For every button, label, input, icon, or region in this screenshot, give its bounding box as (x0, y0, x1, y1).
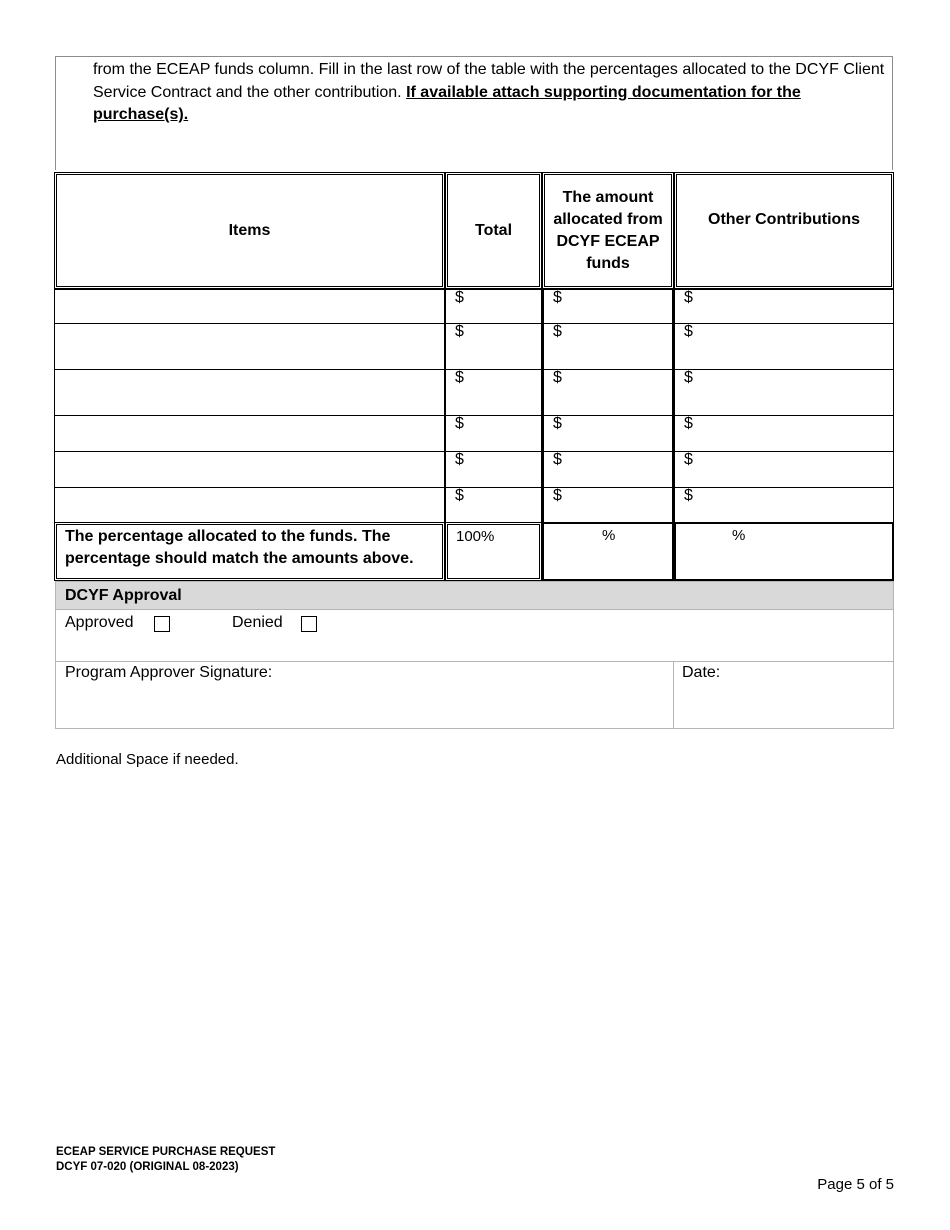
currency-symbol: $ (455, 369, 464, 386)
currency-symbol: $ (684, 487, 693, 504)
header-items (54, 172, 445, 289)
currency-symbol: $ (455, 415, 464, 432)
row-1-total-cell[interactable] (445, 289, 542, 324)
currency-symbol: $ (684, 369, 693, 386)
footer-form-code: DCYF 07-020 (ORIGINAL 08-2023) (56, 1161, 239, 1173)
footer-form-title: ECEAP SERVICE PURCHASE REQUEST (56, 1146, 276, 1158)
row-3-total-cell[interactable] (445, 369, 542, 416)
percent-total-value: 100% (456, 528, 495, 545)
percent-row-label: The percentage allocated to the funds. The percentage should match the amounts above. (65, 528, 414, 567)
header-ecEAP (542, 172, 674, 289)
footer-form-info (56, 1145, 275, 1175)
approval-heading: DCYF Approval (65, 587, 182, 604)
currency-symbol: $ (684, 323, 693, 340)
row-3-other-cell[interactable] (674, 369, 894, 416)
header-ecEAP-label: The amount allocated from DCYF ECEAP funds (553, 188, 663, 272)
denied-checkbox[interactable] (301, 616, 317, 632)
row-6-ecEAP-cell[interactable] (542, 487, 674, 523)
row-5-item-cell[interactable] (54, 451, 445, 488)
instructions-text (93, 59, 893, 127)
currency-symbol: $ (684, 415, 693, 432)
row-4-ecEAP-cell[interactable] (542, 415, 674, 452)
row-5-ecEAP-cell[interactable] (542, 451, 674, 488)
percent-row-label-cell (54, 522, 445, 581)
row-5-other-cell[interactable] (674, 451, 894, 488)
row-2-ecEAP-cell[interactable] (542, 323, 674, 370)
signature-label: Program Approver Signature: (65, 664, 273, 681)
row-5-total-cell[interactable] (445, 451, 542, 488)
header-total (445, 172, 542, 289)
row-1-other-cell[interactable] (674, 289, 894, 324)
row-3-item-cell[interactable] (54, 369, 445, 416)
currency-symbol: $ (553, 487, 562, 504)
page-number: Page 5 of 5 (817, 1176, 894, 1193)
approved-checkbox[interactable] (154, 616, 170, 632)
approval-heading-bar (55, 581, 894, 610)
percent-other-cell[interactable] (674, 522, 894, 581)
date-cell[interactable] (673, 661, 894, 729)
signature-cell[interactable] (55, 661, 674, 729)
currency-symbol: $ (553, 323, 562, 340)
instructions-line1: from the ECEAP funds column. Fill in the last row of the table with the percentages allocated to the DCYF (93, 61, 839, 78)
instructions-attach-note: If available attach supporting documentation for the purchase(s). (93, 83, 801, 123)
approved-label: Approved (65, 614, 134, 631)
additional-space-note: Additional Space if needed. (56, 751, 239, 768)
row-4-total-cell[interactable] (445, 415, 542, 452)
row-6-item-cell[interactable] (54, 487, 445, 523)
currency-symbol: $ (684, 451, 693, 468)
currency-symbol: $ (553, 415, 562, 432)
row-2-item-cell[interactable] (54, 323, 445, 370)
approval-decision-row (55, 610, 894, 662)
currency-symbol: $ (455, 451, 464, 468)
row-2-other-cell[interactable] (674, 323, 894, 370)
row-6-other-cell[interactable] (674, 487, 894, 523)
currency-symbol: $ (553, 451, 562, 468)
row-2-total-cell[interactable] (445, 323, 542, 370)
row-4-item-cell[interactable] (54, 415, 445, 452)
percent-total-cell[interactable] (445, 522, 542, 581)
date-label: Date: (682, 664, 721, 681)
row-4-other-cell[interactable] (674, 415, 894, 452)
denied-label: Denied (232, 614, 283, 631)
currency-symbol: $ (553, 289, 562, 306)
currency-symbol: $ (684, 289, 693, 306)
currency-symbol: $ (455, 323, 464, 340)
percent-other-value: % (732, 527, 746, 544)
header-other-label: Other Contributions (708, 211, 860, 228)
row-1-item-cell[interactable] (54, 289, 445, 324)
instructions-box (55, 56, 893, 170)
currency-symbol: $ (455, 487, 464, 504)
header-other (674, 172, 894, 289)
currency-symbol: $ (553, 369, 562, 386)
row-6-total-cell[interactable] (445, 487, 542, 523)
percent-ecEAP-value: % (602, 527, 616, 544)
instructions-line2: Client Service Contract and the other contribution. (93, 61, 885, 101)
header-total-label: Total (474, 221, 513, 239)
percent-ecEAP-cell[interactable] (542, 522, 674, 581)
row-1-ecEAP-cell[interactable] (542, 289, 674, 324)
currency-symbol: $ (455, 289, 464, 306)
header-items-label: Items (228, 221, 271, 239)
row-3-ecEAP-cell[interactable] (542, 369, 674, 416)
